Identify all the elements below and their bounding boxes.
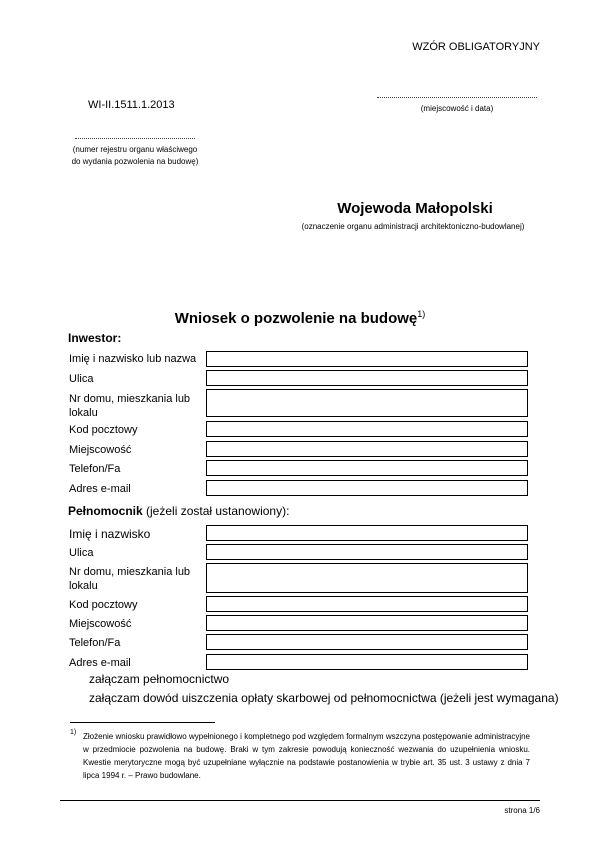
footnote-text: Złożenie wniosku prawidłowo wypełnionego i kompletnego pod względem formalnym wszczyna postępowanie administracyjne w przedmiocie pozwolenia na budowę. Braki w tym zakresie powodują konieczność wezwania do uzupełnienia wniosku. Kwestie merytoryczne mogą być uzupełniane wyłącznie na podstawie postanowienia w trybie art. 35 ust. 3 ustawy z dnia 7 lipca 1994 r. – Prawo budowlane. (83, 732, 530, 780)
investor-email-label: Adres e-mail (69, 483, 131, 495)
proxy-city-input[interactable] (206, 615, 528, 631)
investor-city-input[interactable] (206, 441, 528, 457)
proxy-phone-label: Telefon/Fa (69, 637, 121, 649)
investor-heading: Inwestor: (68, 331, 122, 345)
registry-caption: (numer rejestru organu właściwego do wydania pozwolenia na budowę) (71, 145, 199, 166)
proxy-house-input[interactable] (206, 563, 528, 593)
proxy-street-label: Ulica (69, 547, 94, 559)
proxy-heading-rest: (jeżeli został ustanowiony): (142, 504, 290, 518)
date-place-caption: (miejscowość i data) (420, 104, 494, 113)
investor-email-input[interactable] (206, 480, 528, 496)
investor-postcode-label: Kod pocztowy (69, 424, 138, 436)
date-place-dotted-line (377, 97, 537, 98)
form-title (150, 309, 450, 327)
attachment-stamp-duty-proof[interactable]: załączam dowód uiszczenia opłaty skarbowej od pełnomocnictwa (jeżeli jest wymagana) (89, 691, 559, 705)
reference-number: WI-II.1511.1.2013 (88, 99, 175, 111)
authority-caption: (oznaczenie organu administracji architektoniczno-budowlanej) (301, 222, 525, 231)
proxy-name-input[interactable] (206, 525, 528, 541)
title-footnote-ref: 1) (417, 309, 426, 319)
authority-name: Wojewoda Małopolski (337, 200, 493, 217)
proxy-email-label: Adres e-mail (69, 657, 131, 669)
page-bottom-rule (60, 800, 540, 801)
proxy-city-label: Miejscowość (69, 618, 132, 630)
proxy-house-label: Nr domu, mieszkania lub lokalu (69, 566, 191, 592)
proxy-postcode-label: Kod pocztowy (69, 599, 138, 611)
investor-name-input[interactable] (206, 351, 528, 367)
investor-street-input[interactable] (206, 370, 528, 386)
footnote-separator (70, 722, 215, 723)
proxy-postcode-input[interactable] (206, 596, 528, 612)
investor-postcode-input[interactable] (206, 421, 528, 437)
form-title-text: Wniosek o pozwolenie na budowę (174, 310, 418, 327)
investor-house-label: Nr domu, mieszkania lub lokalu (69, 393, 191, 419)
attachment-power-of-attorney[interactable]: załączam pełnomocnictwo (89, 672, 230, 686)
registry-dotted-line (75, 138, 195, 139)
proxy-street-input[interactable] (206, 544, 528, 560)
proxy-name-label: Imię i nazwisko (69, 527, 151, 541)
investor-phone-label: Telefon/Fa (69, 463, 121, 475)
proxy-email-input[interactable] (206, 654, 528, 670)
investor-phone-input[interactable] (206, 460, 528, 476)
proxy-heading (68, 504, 289, 518)
form-type-label: WZÓR OBLIGATORYJNY (412, 41, 540, 53)
proxy-heading-bold: Pełnomocnik (68, 504, 143, 518)
page-number: strona 1/6 (504, 806, 540, 815)
footnote-mark: 1) (70, 729, 77, 736)
investor-city-label: Miejscowość (69, 444, 132, 456)
investor-street-label: Ulica (69, 373, 94, 385)
investor-name-label: Imię i nazwisko lub nazwa (69, 353, 197, 365)
investor-house-input[interactable] (206, 389, 528, 417)
proxy-phone-input[interactable] (206, 634, 528, 650)
